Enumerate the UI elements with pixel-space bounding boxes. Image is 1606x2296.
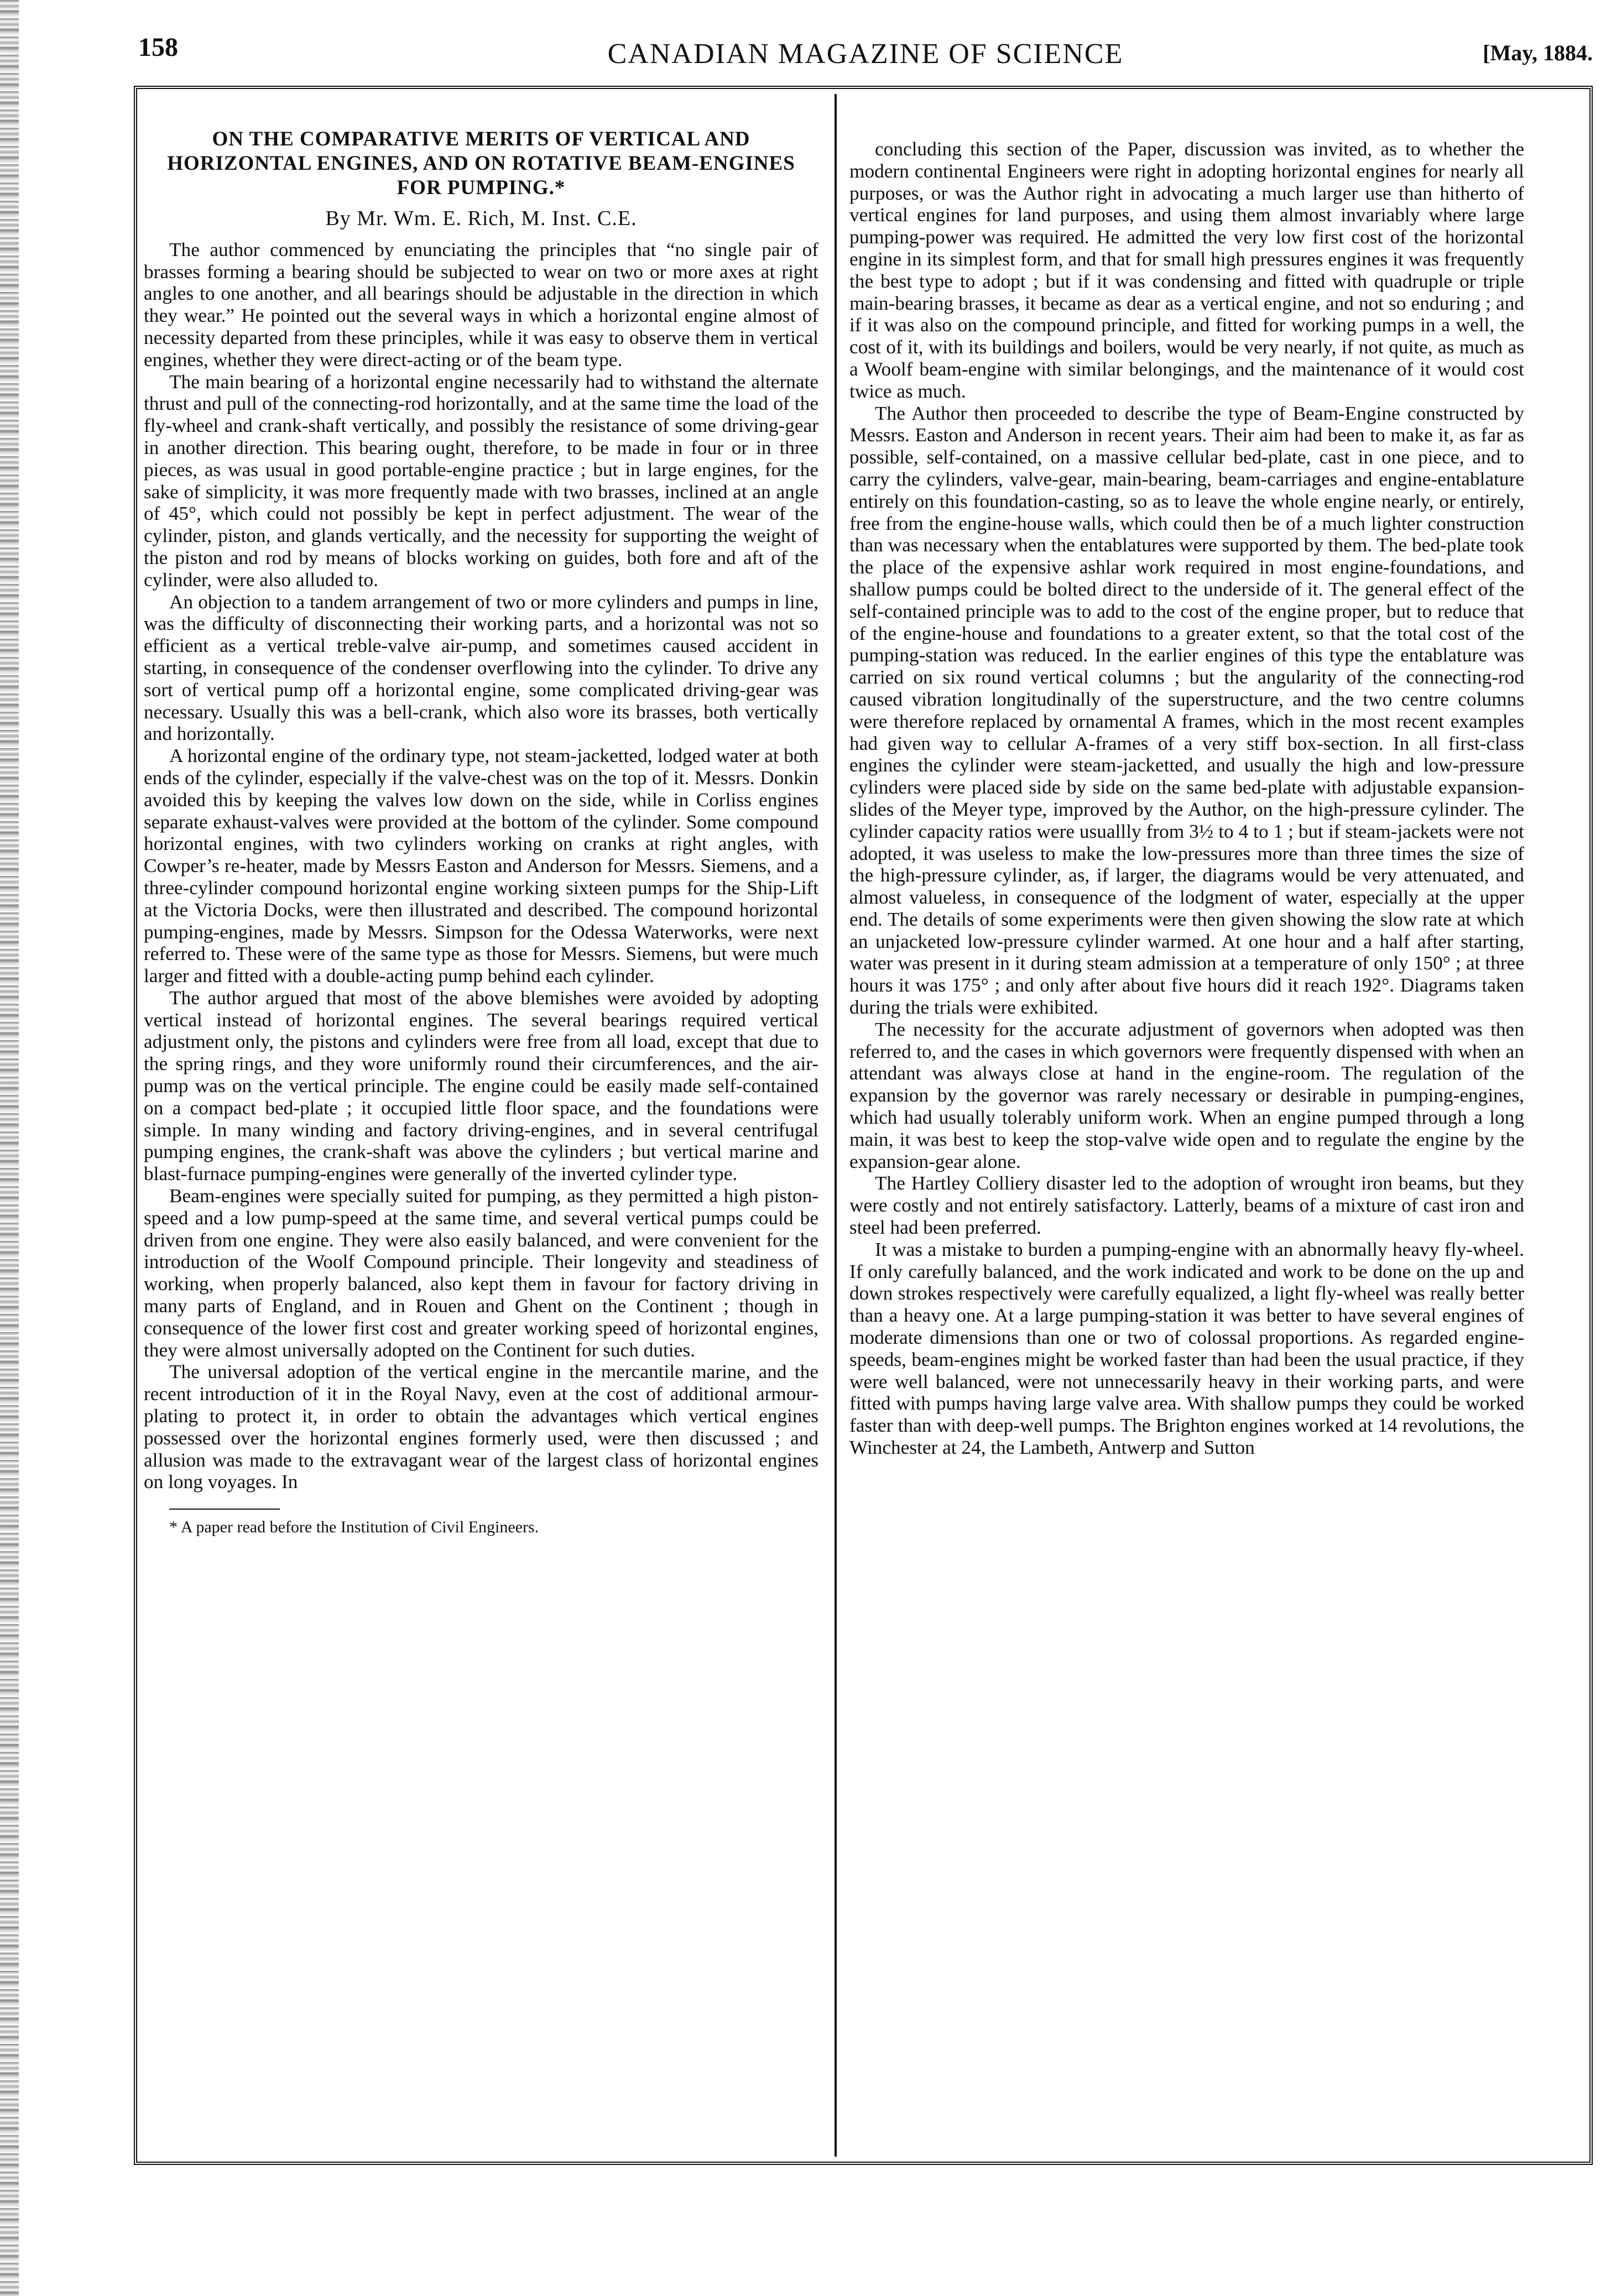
article-byline: By Mr. Wm. E. Rich, M. Inst. C.E. xyxy=(325,207,637,230)
paragraph: An objection to a tandem arrangement of two or more cylinders and pumps in line, was the difficulty of disconnecting their working parts, and a horizontal was not so efficient as a vertical treble-valve air-pump, and sometimes caused accident in starting, in consequence of the condenser overflowing into the cylinder. To drive any sort of vertical pump off a horizontal engine, some complicated driving-gear was necessary. Usually this was a bell-crank, which also wore its brasses, both vertically and horizontally. xyxy=(144,591,818,745)
paragraph: A horizontal engine of the ordinary type, not steam-jacketted, lodged water at both ends of the cylinder, especially if the valve-chest was on the top of it. Messrs. Donkin avoided this by keeping the valves low down on the side, while in Corliss engines separate exhaust-valves were provided at the bottom of the cylinder. Some compound horizontal engines, with two cylinders working on cranks at right angles, with Cowper’s re-heater, made by Messrs Easton and Anderson for Messrs. Siemens, and a three-cylinder compound horizontal engine working sixteen pumps for the Ship-Lift at the Victoria Docks, were then illustrated and described. The compound horizontal pumping-engines, made by Messrs. Simpson for the Odessa Waterworks, were next referred to. These were of the same type as those for Messrs. Siemens, but were much larger and fitted with a double-acting pump behind each cylinder. xyxy=(144,745,818,987)
paragraph: It was a mistake to burden a pumping-engine with an abnormally heavy fly-wheel. If only carefully balanced, and the work indicated and work to be done on the up and down strokes respectively were carefully equalized, a light fly-wheel was really better than a heavy one. At a large pumping-station it was better to have several engines of moderate dimensions than one or two of colossal proportions. As regarded engine-speeds, beam-engines might be worked faster than had been the usual practice, if they were well balanced, were not unnecessarily heavy in their working parts, and were fitted with pumps having large valve area. With shallow pumps they could be worked faster than with deep-well pumps. The Brighton engines worked at 14 revolutions, the Winchester at 24, the Lambeth, Antwerp and Sutton xyxy=(849,1238,1524,1459)
paragraph: Beam-engines were specially suited for pumping, as they permitted a high piston-speed and a low pump-speed at the same time, and several vertical pumps could be driven from one engine. They were also easily balanced, and were convenient for the introduction of the Woolf Compound principle. Their longevity and steadiness of working, when properly balanced, also kept them in favour for factory driving in many parts of England, and in Rouen and Ghent on the Continent ; though in consequence of the lower first cost and greater working speed of horizontal engines, they were almost universally adopted on the Continent for such duties. xyxy=(144,1185,818,1361)
footnote: * A paper read before the Institution of Civil Engineers. xyxy=(169,1518,539,1537)
right-column xyxy=(849,138,1524,2140)
paragraph: The universal adoption of the vertical engine in the mercantile marine, and the recent introduction of it in the Royal Navy, even at the cost of additional armour-plating to protect it, in order to obtain the advantages which vertical engines possessed over the horizontal engines formerly used, were then discussed ; and allusion was made to the extravagant wear of the largest class of horizontal engines on long voyages. In xyxy=(144,1361,818,1493)
paragraph: The author commenced by enunciating the principles that “no single pair of brasses forming a bearing should be subjected to wear on two or more axes at right angles to one another, and all bearings should be adjustable in the direction in which they wear.” He pointed out the several ways in which a horizontal engine almost of necessity departed from these principles, while it was easy to observe them in vertical engines, whether they were direct-acting or of the beam type. xyxy=(144,238,818,371)
paragraph: The Hartley Colliery disaster led to the adoption of wrought iron beams, but they were costly and not entirely satisfactory. Latterly, beams of a mixture of cast iron and steel had been preferred. xyxy=(849,1172,1524,1239)
issue-date: [May, 1884. xyxy=(1483,40,1593,65)
page-number: 158 xyxy=(138,33,178,62)
paragraph: The author argued that most of the above blemishes were avoided by adopting vertical instead of horizontal engines. The several bearings required vertical adjustment only, the pistons and cylinders were free from all load, except that due to the spring rings, and they wore uniformly round their circumferences, and the air-pump was on the vertical principle. The engine could be easily made self-contained on a compact bed-plate ; it occupied little floor space, and the foundations were simple. In many winding and factory driving-engines, and in several centrifugal pumping engines, the crank-shaft was above the cylinders ; but vertical marine and blast-furnace pumping-engines were generally of the inverted cylinder type. xyxy=(144,987,818,1185)
page-spine-edge xyxy=(0,0,19,2296)
footnote-rule xyxy=(169,1509,280,1510)
article-title: ON THE COMPARATIVE MERITS OF VERTICAL AND HORIZONTAL ENGINES, AND ON ROTATIVE BEAM-ENGINES FOR PUMPING.* xyxy=(167,128,795,199)
running-title: CANADIAN MAGAZINE OF SCIENCE xyxy=(607,38,1124,70)
column-divider xyxy=(835,94,837,2157)
paragraph: concluding this section of the Paper, discussion was invited, as to whether the modern continental Engineers were right in adopting horizontal engines for nearly all purposes, or was the Author right in advocating a much larger use than hitherto of vertical engines for land purposes, and using them almost invariably where large pumping-power was required. He admitted the very low first cost of the horizontal engine in its simplest form, and that for small high pressures engines it was frequently the best type to adopt ; but if it was condensing and fitted with quadruple or triple main-bearing brasses, it became as dear as a vertical engine, and not so enduring ; and if it was also on the compound principle, and fitted for working pumps in a well, the cost of it, with its buildings and boilers, would be very nearly, if not quite, as much as a Woolf beam-engine with similar belongings, and the maintenance of it would cost twice as much. xyxy=(849,138,1524,402)
paragraph: The Author then proceeded to describe the type of Beam-Engine constructed by Messrs. Easton and Anderson in recent years. Their aim had been to make it, as far as possible, self-contained, on a massive cellular bed-plate, cast in one piece, and to carry the cylinders, valve-gear, main-bearing, beam-carriages and engine-entablature entirely on this foundation-casting, so as to leave the whole engine nearly, or entirely, free from the engine-house walls, which could then be of a much lighter construction than was necessary when the entablatures were supported by them. The bed-plate took the place of the expensive ashlar work required in most engine-foundations, and shallow pumps could be bolted direct to the underside of it. The general effect of the self-contained principle was to add to the cost of the engine proper, but to reduce that of the engine-house and foundations to a greater extent, so that the total cost of the pumping-station was reduced. In the earlier engines of this type the entablature was carried on six round vertical columns ; but the angularity of the connecting-rod caused vibration longitudinally of the superstructure, and the two centre columns were therefore replaced by ornamental A frames, which in the most recent examples had given way to cellular A-frames of a very stiff box-section. In all first-class engines the cylinder were steam-jacketted, and usually the high and low-pressure cylinders were placed side by side on the same bed-plate with adjustable expansion-slides of the Meyer type, improved by the Author, on the high-pressure cylinder. The cylinder capacity ratios were usuallly from 3½ to 4 to 1 ; but if steam-jackets were not adopted, it was useless to make the low-pressures more than three times the size of the high-pressure cylinder, as, if larger, the diagrams would be very attenuated, and almost valueless, in consequence of the lodgment of water, especially at the upper end. The details of some experiments were then given showing the slow rate at which an unjacketed low-pressure cylinder warmed. At one hour and a half after starting, water was present in it during steam admission at a temperature of only 150° ; at three hours it was 175° ; and only after about five hours did it reach 192°. Diagrams taken during the trials were exhibited. xyxy=(849,402,1524,1019)
page-header xyxy=(138,32,1593,82)
paragraph: The main bearing of a horizontal engine necessarily had to withstand the alternate thrust and pull of the connecting-rod horizontally, and at the same time the load of the fly-wheel and crank-shaft vertically, and possibly the resistance of some driving-gear in another direction. This bearing ought, therefore, to be made in four or in three pieces, as was usual in good portable-engine practice ; but in large engines, for the sake of simplicity, it was more frequently made with two brasses, inclined at an angle of 45°, which could not possibly be kept in perfect adjustment. The wear of the cylinder, piston, and glands vertically, and the necessity for supporting the weight of the piston and rod by means of blocks working on guides, both fore and aft of the cylinder, were also alluded to. xyxy=(144,371,818,591)
paragraph: The necessity for the accurate adjustment of governors when adopted was then referred to, and the cases in which governors were frequently dispensed with when an attendant was always close at hand in the engine-room. The regulation of the expansion by the governor was rarely necessary or desirable in pumping-engines, which had usually tolerably uniform work. When an engine pumped through a long main, it was best to keep the stop-valve wide open and to regulate the engine by the expansion-gear alone. xyxy=(849,1018,1524,1172)
left-column xyxy=(144,127,818,2129)
